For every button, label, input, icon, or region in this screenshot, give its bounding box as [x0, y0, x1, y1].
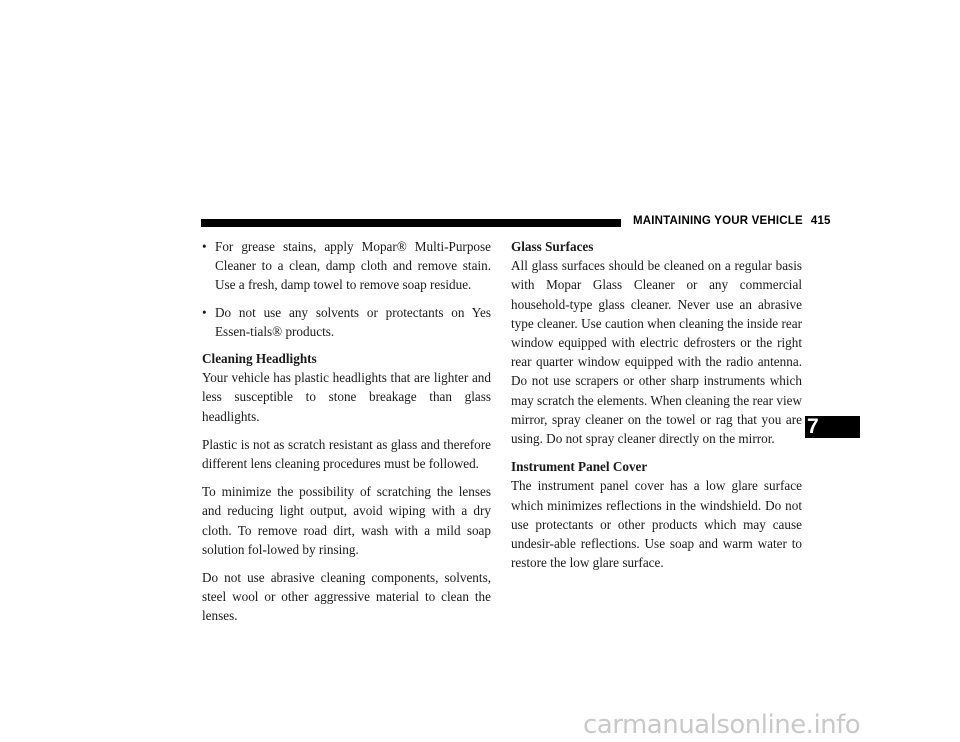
chapter-tab: 7: [805, 416, 860, 438]
headlights-section: [202, 349, 491, 426]
glass-heading: Glass Surfaces: [511, 239, 594, 254]
running-header: [633, 215, 831, 227]
glass-section: [511, 237, 802, 448]
right-column: [511, 237, 802, 581]
headlights-heading: Cleaning Headlights: [202, 351, 317, 367]
paragraph: To minimize the possibility of scratching the lenses and reducing light output, avoid wiping with a dry cloth. To remove road dirt, wash with a mild soap solution fol-lowed by rinsing.: [202, 484, 491, 557]
paragraph: Your vehicle has plastic headlights that are lighter and less susceptible to stone breakage than glass headlights.: [202, 370, 491, 424]
instrument-panel-section: [511, 457, 802, 572]
paragraph: Plastic is not as scratch resistant as glass and therefore different lens cleaning procedures must be followed.: [202, 436, 491, 472]
bullet-icon: •: [202, 304, 207, 320]
paragraph: All glass surfaces should be cleaned on a regular basis with Mopar Glass Cleaner or any commercial household-type glass cleaner. Never use an abrasive type cleaner. Use caution when cleaning the inside rear window equipped with electric defrosters or the right rear quarter window equipped with the radio antenna. Do not use scrapers or other sharp instruments which may scratch the elements. When cleaning the rear view mirror, spray cleaner on the towel or rag that you are using. Do not spray cleaner directly on the mirror.: [511, 258, 802, 447]
paragraph: The instrument panel cover has a low glare surface which minimizes reflections in the windshield. Do not use protectants or other products which may cause undesir-able reflections. Use soap and warm water to restore the low glare surface.: [511, 478, 802, 571]
bullet-text: For grease stains, apply Mopar® Multi-Purpose Cleaner to a clean, damp cloth and remove stain. Use a fresh, damp towel to remove soap residue.: [215, 239, 491, 293]
paragraph: Do not use abrasive cleaning components, solvents, steel wool or other aggressive material to clean the lenses.: [202, 570, 491, 624]
section-title: MAINTAINING YOUR VEHICLE: [633, 215, 803, 227]
header-rule: [201, 219, 621, 227]
bullet-text: Do not use any solvents or protectants on Yes Essen-tials® products.: [215, 304, 491, 339]
bullet-icon: •: [202, 239, 207, 254]
left-column: [202, 237, 491, 635]
bullet-item: [202, 237, 491, 295]
page-number: 415: [810, 215, 831, 227]
instrument-panel-heading: Instrument Panel Cover: [511, 459, 648, 475]
bullet-item: [202, 303, 491, 341]
watermark: carmanualsonline.info: [583, 710, 861, 740]
